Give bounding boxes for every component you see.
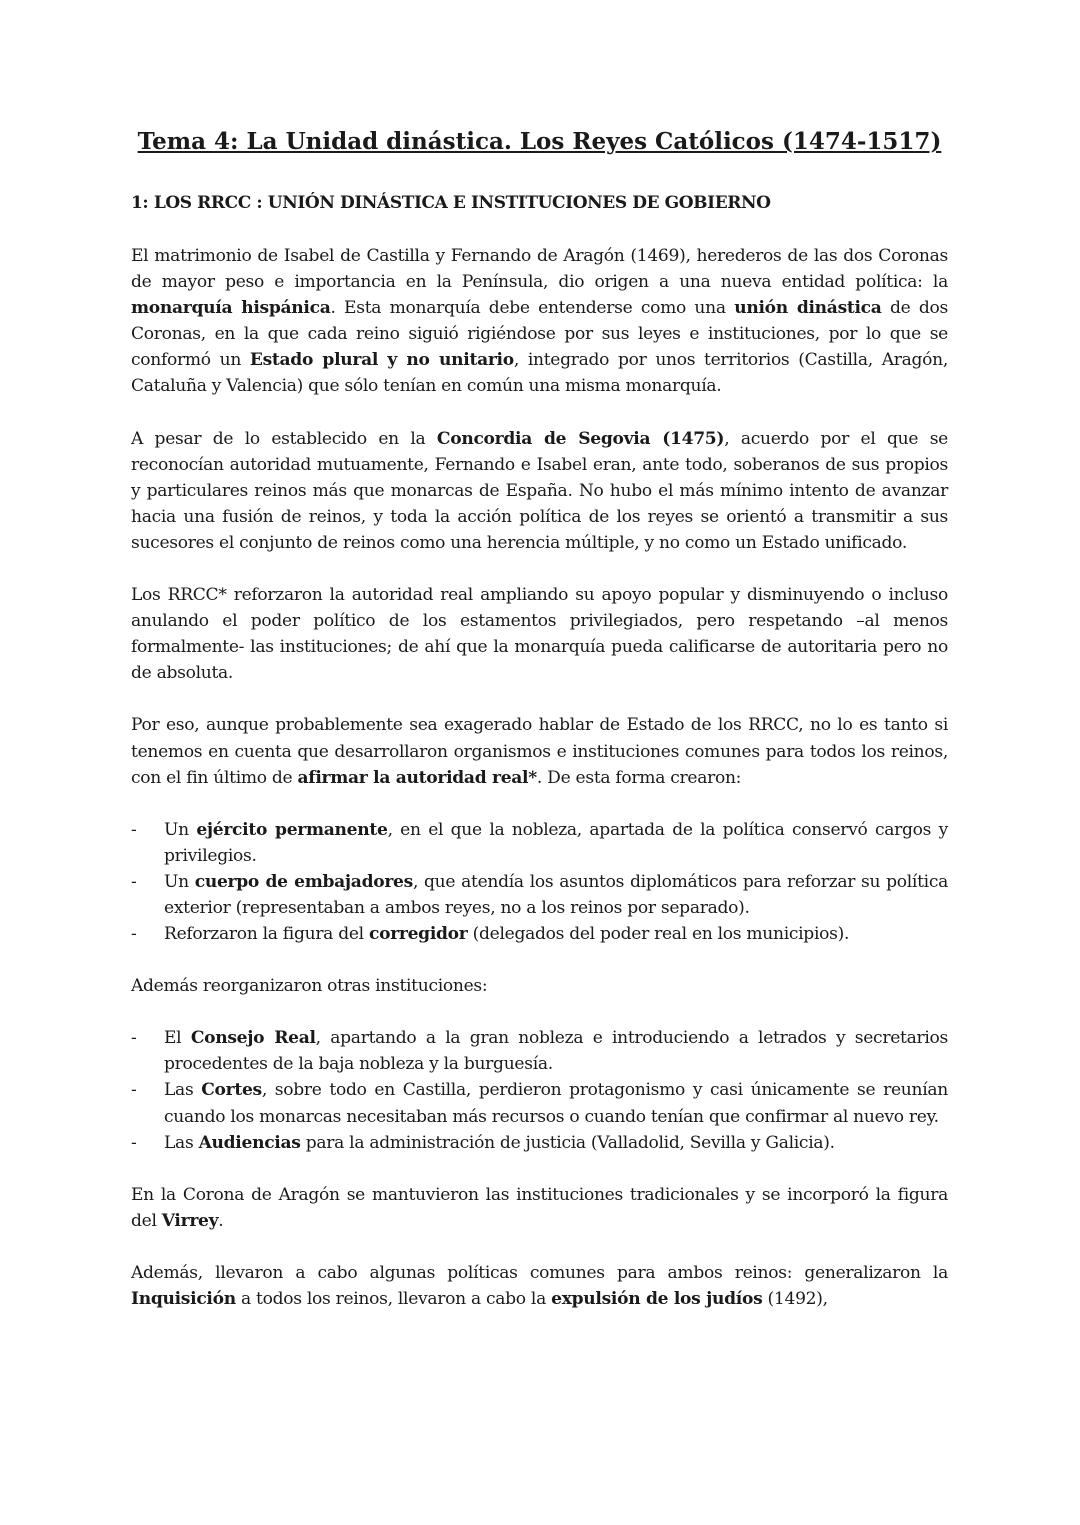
text-run: Además, llevaron a cabo algunas políticas comunes para ambos reinos: generalizaron la bbox=[131, 1262, 948, 1283]
text-run: Las bbox=[164, 1080, 202, 1101]
paragraph-monarquia bbox=[131, 243, 948, 400]
paragraph-autoridad: Los RRCC* reforzaron la autoridad real ampliando su apoyo popular y disminuyendo o incluso anulando el poder político de los estamentos privilegiados, pero respetando –al menos formalmente- las instituciones; de ahí que la monarquía pueda calificarse de autoritaria pero no de absoluta. bbox=[131, 585, 948, 684]
list-item bbox=[131, 869, 948, 921]
text-run: En la Corona de Aragón se mantuvieron las instituciones tradicionales y se incorporó la figura del bbox=[131, 1184, 948, 1231]
text-run: A pesar de lo establecido en la bbox=[131, 428, 437, 449]
list-item bbox=[131, 1025, 948, 1077]
list-item bbox=[131, 817, 948, 869]
text-run: (1492), bbox=[762, 1289, 828, 1309]
paragraph-estado bbox=[131, 712, 948, 790]
bold-term: cuerpo de embajadores bbox=[194, 871, 413, 892]
text-run: Un bbox=[164, 871, 195, 892]
document-title: Tema 4: La Unidad dinástica. Los Reyes Católicos (1474-1517) bbox=[137, 128, 942, 155]
text-run: . Esta monarquía debe entenderse como una bbox=[330, 298, 735, 319]
list-item bbox=[131, 1130, 948, 1156]
paragraph-aragon bbox=[131, 1182, 948, 1234]
text-run: para la administración de justicia (Valladolid, Sevilla y Galicia). bbox=[300, 1132, 835, 1153]
paragraph-concordia bbox=[131, 426, 948, 556]
paragraph-politicas bbox=[131, 1260, 948, 1312]
text-run: . De esta forma crearon: bbox=[536, 767, 742, 788]
bold-term: expulsión de los judíos bbox=[551, 1289, 763, 1309]
text-run: , que atendía los asuntos diplomáticos para reforzar su política exterior (representaban a ambos reyes, no a los reinos por separado). bbox=[164, 871, 948, 918]
bold-term: afirmar la autoridad real* bbox=[297, 767, 537, 788]
text-run: , en el que la nobleza, apartada de la política conservó cargos y privilegios. bbox=[164, 819, 948, 866]
text-run: El matrimonio de Isabel de Castilla y Fernando de Aragón (1469), herederos de las dos Coronas de mayor peso e importancia en la Península, dio origen a una nueva entidad política: la bbox=[131, 246, 948, 293]
text-run: , apartando a la gran nobleza e introduciendo a letrados y secretarios procedentes de la baja nobleza y la burguesía. bbox=[164, 1028, 948, 1075]
text-run: Un bbox=[164, 819, 197, 840]
text-run: , integrado por unos territorios (Castilla, Aragón, Cataluña y Valencia) que sólo tenían en común una misma monarquía. bbox=[131, 350, 948, 397]
bold-term: corregidor bbox=[368, 924, 468, 945]
bold-term: Cortes bbox=[201, 1080, 262, 1101]
bold-term: Estado plural y no unitario bbox=[249, 350, 514, 371]
bold-term: Virrey bbox=[161, 1210, 219, 1231]
text-run: , acuerdo por el que se reconocían autoridad mutuamente, Fernando e Isabel eran, ante todo, soberanos de sus propios y particulares reinos más que monarcas de España. No hubo el más mínimo intento de avanzar hacia una fusión de reinos, y toda la acción política de los reyes se orientó a transmitir a sus sucesores el conjunto de reinos como una herencia múltiple, y no como un Estado unificado. bbox=[131, 428, 948, 553]
bold-term: Audiencias bbox=[198, 1132, 301, 1153]
text-run: Las bbox=[164, 1132, 199, 1153]
list-item bbox=[131, 921, 948, 947]
bold-term: unión dinástica bbox=[734, 298, 882, 319]
bold-term: Inquisición bbox=[131, 1289, 236, 1309]
text-run: El bbox=[164, 1028, 191, 1049]
text-run: de dos Coronas, en la que cada reino siguió rigiéndose por sus leyes e instituciones, por lo que se conformó un bbox=[131, 298, 949, 371]
list-item bbox=[131, 1077, 948, 1129]
text-run: a todos los reinos, llevaron a cabo la bbox=[235, 1289, 552, 1309]
bold-term: Consejo Real bbox=[190, 1028, 316, 1049]
text-run: Por eso, aunque probablemente sea exagerado hablar de Estado de los RRCC, no lo es tanto si tenemos en cuenta que desarrollaron organismos e instituciones comunes para todos los reinos, con el fin último de bbox=[131, 715, 948, 788]
bold-term: Concordia de Segovia (1475) bbox=[436, 428, 725, 449]
text-run: (delegados del poder real en los municipios). bbox=[467, 924, 850, 945]
text-run: . bbox=[218, 1210, 224, 1231]
text-run: , sobre todo en Castilla, perdieron protagonismo y casi únicamente se reunían cuando los monarcas necesitaban más recursos o cuando tenían que confirmar al nuevo rey. bbox=[164, 1080, 948, 1127]
paragraph-reorganizacion: Además reorganizaron otras instituciones: bbox=[131, 976, 488, 997]
list-instituciones bbox=[131, 1025, 948, 1155]
text-run: Reforzaron la figura del bbox=[164, 924, 369, 945]
bold-term: ejército permanente bbox=[196, 819, 388, 840]
list-creaciones bbox=[131, 817, 948, 947]
section-heading: 1: LOS RRCC : UNIÓN DINÁSTICA E INSTITUCIONES DE GOBIERNO bbox=[131, 193, 771, 213]
bold-term: monarquía hispánica bbox=[131, 298, 331, 319]
